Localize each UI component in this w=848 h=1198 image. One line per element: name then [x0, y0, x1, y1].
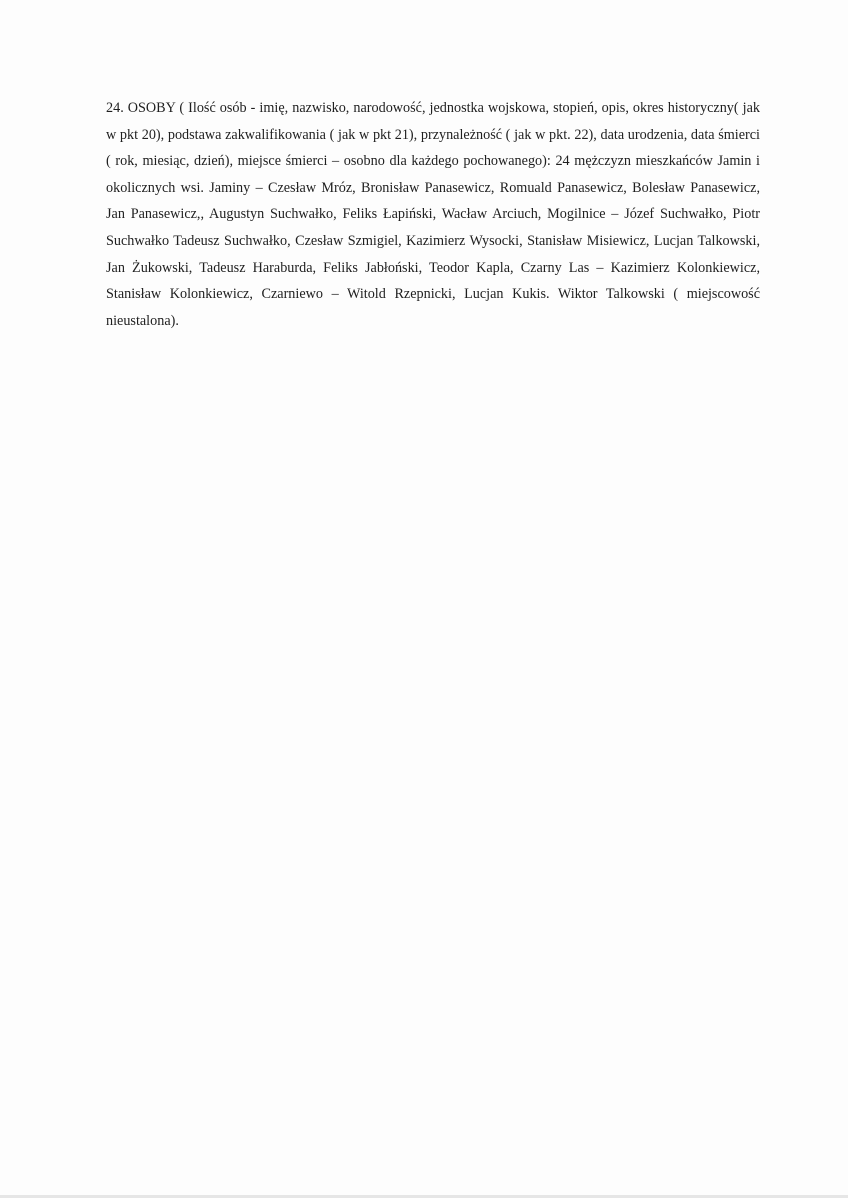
document-text-block — [106, 95, 760, 334]
section-24-paragraph: 24. OSOBY ( Ilość osób - imię, nazwisko, narodowość, jednostka wojskowa, stopień, opis, okres historyczny( jak w pkt 20), podstawa zakwalifikowania ( jak w pkt 21), przynależność ( jak w pkt. 22), data urodzenia, data śmierci ( rok, miesiąc, dzień), miejsce śmierci – osobno dla każdego pochowanego): 24 mężczyzn mieszkańców Jamin i okolicznych wsi. Jaminy – Czesław Mróz, Bronisław Panasewicz, Romuald Panasewicz, Bolesław Panasewicz, Jan Panasewicz,, Augustyn Suchwałko, Feliks Łapiński, Wacław Arciuch, Mogilnice – Józef Suchwałko, Piotr Suchwałko Tadeusz Suchwałko, Czesław Szmigiel, Kazimierz Wysocki, Stanisław Misiewicz, Lucjan Talkowski, Jan Żukowski, Tadeusz Haraburda, Feliks Jabłoński, Teodor Kapla, Czarny Las – Kazimierz Kolonkiewicz, Stanisław Kolonkiewicz, Czarniewo – Witold Rzepnicki, Lucjan Kukis. Wiktor Talkowski ( miejscowość nieustalona). — [106, 100, 760, 329]
